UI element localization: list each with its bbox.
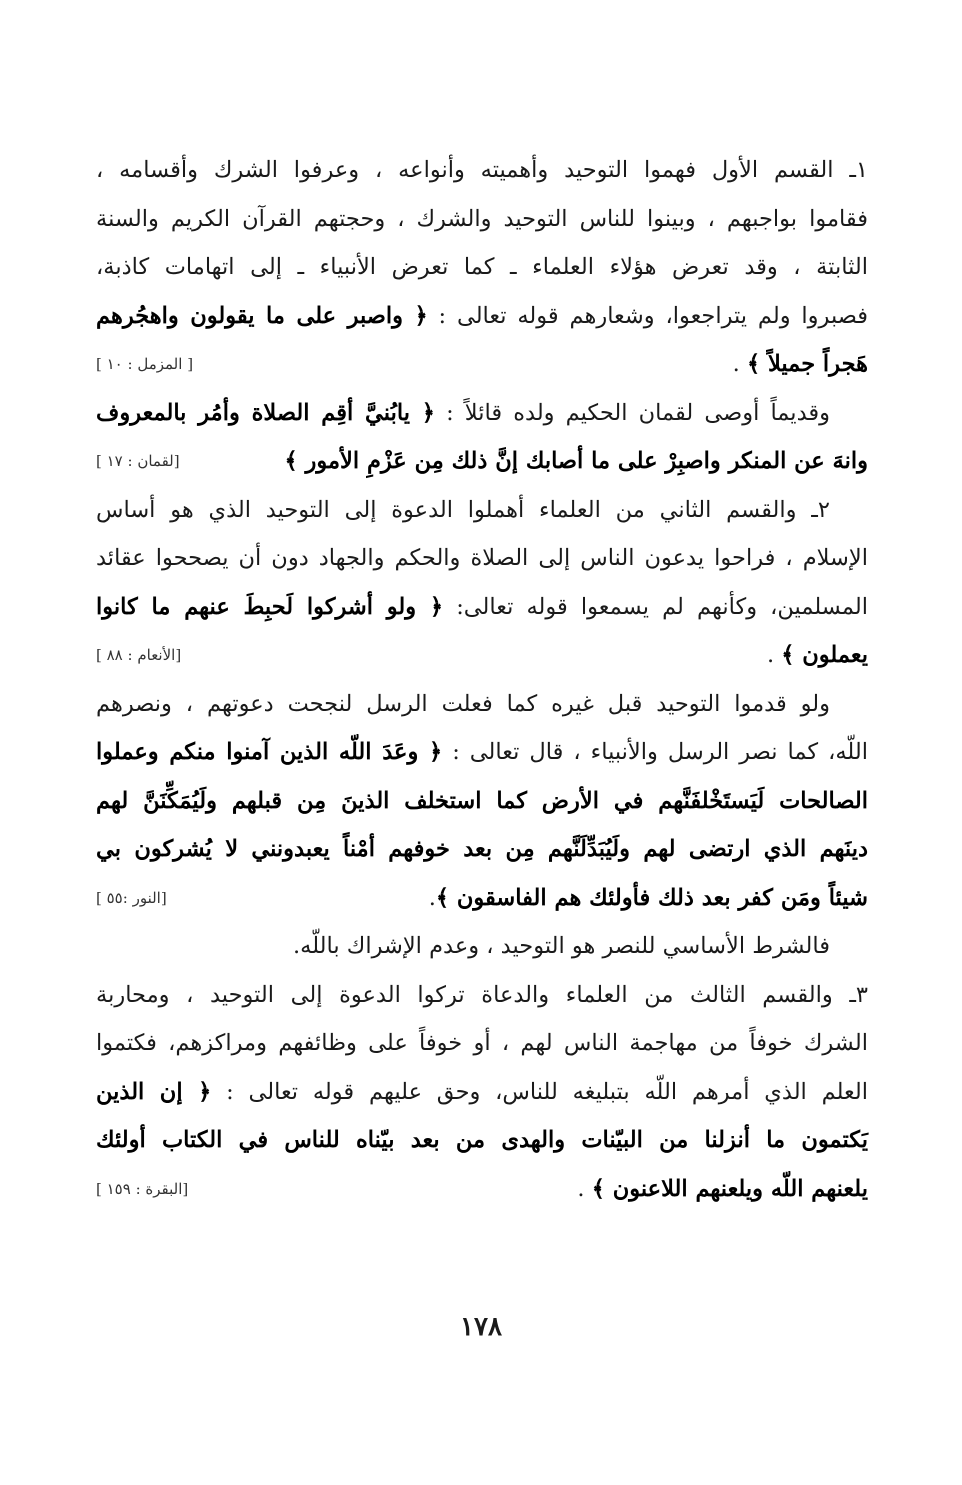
line-text: . bbox=[766, 642, 782, 668]
text-line: ولو قدموا التوحيد قبل غيره كما فعلت الرسل لنجحت دعوتهم ، ونصرهم bbox=[96, 690, 830, 717]
text-line bbox=[96, 1165, 868, 1214]
text-line: ٢ـ والقسم الثاني من العلماء أهملوا الدعوة إلى التوحيد الذي هو أساس bbox=[96, 496, 830, 523]
quran-quote: يلعنهم اللّه ويلعنهم اللاعنون ﴾ bbox=[591, 1175, 868, 1202]
verse-reference: [البقرة : ١٥٩ ] bbox=[96, 1179, 189, 1198]
line-text: . bbox=[577, 1175, 592, 1202]
quran-quote: ﴿ ولو أشركوا لَحبِطَ عنهم ما كانوا bbox=[96, 593, 444, 620]
text-line bbox=[96, 728, 868, 777]
quran-quote: هَجراً جميلاً ﴾ bbox=[746, 351, 868, 377]
quran-line: الصالحات لَيَستَخْلفَنَّهم في الأرض كما استخلف الذينَ مِن قبلهم ولَيُمَكِّنَنَّ لهم bbox=[96, 787, 868, 814]
quran-quote: وانهَ عن المنكر واصبِرْ على ما أصابك إنَّ ذلك مِن عَزْمِ الأمور ﴾ bbox=[284, 448, 868, 474]
text-line: ٣ـ والقسم الثالث من العلماء والدعاة تركوا الدعوة إلى التوحيد ، ومحاربة bbox=[96, 981, 868, 1008]
line-text: اللّه، كما نصر الرسل والأنبياء ، قال تعالى : bbox=[442, 739, 868, 765]
text-line bbox=[96, 1068, 868, 1117]
quran-quote: شيئاً ومَن كفر بعد ذلك فأولئك هم الفاسقون ﴾ bbox=[435, 884, 868, 911]
text-line bbox=[96, 389, 868, 438]
page-number: ١٧٨ bbox=[460, 1312, 502, 1342]
text-line bbox=[96, 340, 868, 389]
text-line bbox=[96, 292, 868, 341]
text-line: فقاموا بواجبهم ، وبينوا للناس التوحيد والشرك ، وحجتهم القرآن الكريم والسنة bbox=[96, 205, 868, 232]
text-line: ١ـ القسم الأول فهموا التوحيد وأهميته وأنواعه ، وعرفوا الشرك وأقسامه ، bbox=[96, 157, 868, 183]
quran-quote: يعملون ﴾ bbox=[781, 642, 868, 668]
text-line bbox=[96, 437, 868, 486]
text-line: فالشرط الأساسي للنصر هو التوحيد ، وعدم الإشراك باللّه. bbox=[293, 933, 830, 959]
text-line bbox=[96, 874, 868, 923]
verse-reference: [لقمان : ١٧ ] bbox=[96, 452, 180, 470]
quran-quote: ﴿ واصبر على ما يقولون واهجُرهم bbox=[96, 302, 428, 329]
verse-reference: [ المزمل : ١٠ ] bbox=[96, 355, 194, 373]
line-text: فصبروا ولم يتراجعوا، وشعارهم قوله تعالى : bbox=[427, 302, 868, 329]
quran-line: دينَهم الذي ارتضى لهم ولَيُبَدِّلَنَّهم مِن بعد خوفهم أمْناً يعبدونني لا يُشركون بي bbox=[96, 836, 868, 862]
verse-reference: [الأنعام : ٨٨ ] bbox=[96, 646, 182, 664]
text-line: الإسلام ، فراحوا يدعون الناس إلى الصلاة والحكم والجهاد دون أن يصححوا عقائد bbox=[96, 545, 868, 571]
quran-quote: ﴿ يابُنيَّ أقِم الصلاة وأمُر بالمعروف bbox=[96, 399, 435, 426]
line-text: . bbox=[428, 884, 436, 911]
quran-line: يَكتمون ما أنزلنا من البيّنات والهدى من بعد بيّناه للناس في الكتاب أولئك bbox=[96, 1127, 868, 1153]
quran-quote: ﴿ إن الذين bbox=[96, 1078, 212, 1105]
quran-quote: ﴿ وعَدَ اللّه الذين آمنوا منكم وعملوا bbox=[96, 739, 443, 765]
verse-reference: [النور :٥٥ ] bbox=[96, 888, 167, 907]
line-text: وقديماً أوصى لقمان الحكيم ولده قائلاً : bbox=[434, 399, 830, 426]
text-line: الشرك خوفاً من مهاجمة الناس لهم ، أو خوفاً على وظائفهم ومراكزهم، فكتموا bbox=[96, 1030, 868, 1056]
page-body bbox=[96, 146, 868, 1213]
text-line: الثابتة ، وقد تعرض هؤلاء العلماء ـ كما تعرض الأنبياء ـ إلى اتهامات كاذبة، bbox=[96, 254, 868, 280]
line-text: العلم الذي أمرهم اللّه بتبليغه للناس، وحق عليهم قوله تعالى : bbox=[211, 1078, 868, 1105]
text-line bbox=[96, 583, 868, 632]
text-line bbox=[96, 631, 868, 680]
line-text: المسلمين، وكأنهم لم يسمعوا قوله تعالى: bbox=[443, 593, 868, 620]
line-text: . bbox=[732, 351, 747, 377]
